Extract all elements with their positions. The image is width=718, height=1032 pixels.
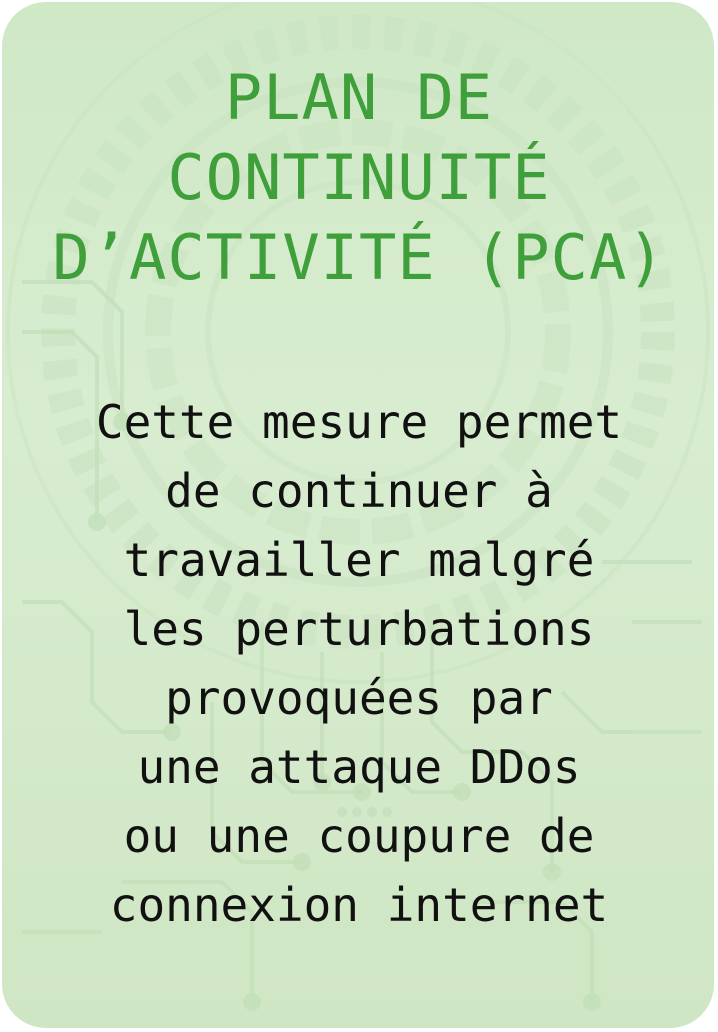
card-title <box>0 58 718 298</box>
description-line: une attaque DDos <box>137 740 581 794</box>
description-line: provoquées par <box>165 671 553 725</box>
card-title-line: CONTINUITÉ <box>167 141 551 214</box>
description-line: Cette mesure permet <box>95 395 623 449</box>
card-description <box>0 388 718 940</box>
description-line: travailler malgré <box>123 533 595 587</box>
description-line: ou une coupure de <box>123 809 595 863</box>
description-line: de continuer à <box>165 464 553 518</box>
description-line: les perturbations <box>123 602 595 656</box>
card-title-line: PLAN DE <box>224 61 494 134</box>
description-line: connexion internet <box>109 878 609 932</box>
card-title-line: D’ACTIVITÉ (PCA) <box>52 221 666 294</box>
